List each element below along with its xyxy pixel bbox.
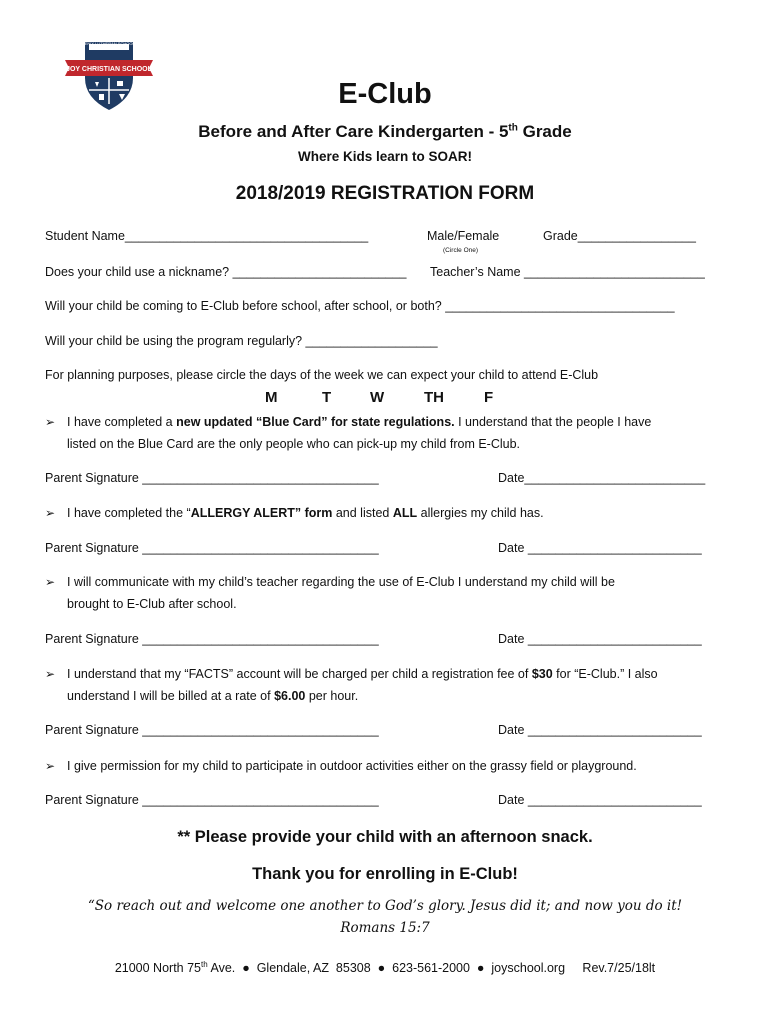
snack-note: ** Please provide your child with an afternoon snack. xyxy=(177,828,593,846)
parent-signature-1[interactable]: Parent Signature __________________________________ xyxy=(45,471,379,485)
bullet-arrow-icon: ➢ xyxy=(45,506,56,520)
regularly-field[interactable]: Will your child be using the program regularly? ___________________ xyxy=(45,334,438,348)
parent-signature-4[interactable]: Parent Signature __________________________________ xyxy=(45,723,379,737)
parent-signature-2[interactable]: Parent Signature __________________________________ xyxy=(45,541,379,555)
page-title: E-Club xyxy=(338,78,432,110)
subtitle xyxy=(0,122,770,142)
bullet-text: allergies my child has. xyxy=(417,506,544,520)
bullet-bold: ALL xyxy=(392,506,418,520)
bullet-text: I will communicate with my child’s teacher regarding the use of E-Club I understand my child will be xyxy=(67,575,615,589)
bullet-text: and listed xyxy=(332,506,393,520)
date-2[interactable]: Date _________________________ xyxy=(498,541,702,555)
bullet-communicate-line2: brought to E-Club after school. xyxy=(67,597,237,611)
logo-top-text: PHOENIX LUTHERAN SCHOOLS xyxy=(76,41,138,46)
bullet-text: I have completed the “ xyxy=(67,506,191,520)
bullet-allergy xyxy=(45,506,544,520)
day-wednesday[interactable]: W xyxy=(370,389,385,406)
day-friday[interactable]: F xyxy=(484,389,494,406)
day-tuesday[interactable]: T xyxy=(322,389,332,406)
bullet-outdoor xyxy=(45,759,637,773)
bullet-text: I understand that the people I have xyxy=(454,415,652,429)
bullet-arrow-icon: ➢ xyxy=(45,759,56,773)
day-thursday[interactable]: TH xyxy=(424,389,444,406)
bullet-text: understand I will be billed at a rate of xyxy=(67,689,275,703)
thank-you: Thank you for enrolling in E-Club! xyxy=(252,865,518,883)
bullet-arrow-icon: ➢ xyxy=(45,575,56,589)
address-sup: th xyxy=(201,960,208,969)
bullet-arrow-icon: ➢ xyxy=(45,415,56,429)
address-rest: Ave. ● Glendale, AZ 85308 ● 623-561-2000 ● joyschool.org Rev.7/25/18lt xyxy=(207,961,656,976)
logo-banner-text: JOY CHRISTIAN SCHOOL xyxy=(66,66,152,73)
nickname-field[interactable]: Does your child use a nickname? _________________________ xyxy=(45,265,407,279)
form-title: 2018/2019 REGISTRATION FORM xyxy=(235,183,535,204)
bullet-blue-card xyxy=(45,415,651,429)
teacher-name-field[interactable]: Teacher’s Name __________________________ xyxy=(430,265,705,279)
parent-signature-5[interactable]: Parent Signature __________________________________ xyxy=(45,793,379,807)
date-5[interactable]: Date _________________________ xyxy=(498,793,702,807)
subtitle-text: Before and After Care Kindergarten - 5 xyxy=(198,122,509,141)
bullet-arrow-icon: ➢ xyxy=(45,667,56,681)
bullet-text: I have completed a xyxy=(67,415,177,429)
before-after-field[interactable]: Will your child be coming to E-Club before school, after school, or both? _________________________________ xyxy=(45,299,675,313)
grade-field[interactable]: Grade_________________ xyxy=(543,229,696,243)
bullet-communicate xyxy=(45,575,615,589)
date-3[interactable]: Date _________________________ xyxy=(498,632,702,646)
bullet-bold: new updated “Blue Card” for state regulations. xyxy=(176,415,455,429)
bullet-bold: $30 xyxy=(531,667,553,681)
parent-signature-3[interactable]: Parent Signature __________________________________ xyxy=(45,632,379,646)
bullet-text: I give permission for my child to participate in outdoor activities either on the grassy field or playground. xyxy=(67,759,637,773)
circle-one-note: (Circle One) xyxy=(443,247,479,254)
student-name-field[interactable]: Student Name___________________________________ xyxy=(45,229,369,243)
bullet-text: for “E-Club.” I also xyxy=(552,667,658,681)
verse: “So reach out and welcome one another to God’s glory. Jesus did it; and now you do it! xyxy=(87,898,683,914)
date-1[interactable]: Date__________________________ xyxy=(498,471,706,485)
day-monday[interactable]: M xyxy=(265,389,278,406)
subtitle-grade: Grade xyxy=(517,122,572,141)
bullet-facts-line2 xyxy=(67,689,358,703)
date-4[interactable]: Date _________________________ xyxy=(498,723,702,737)
footer-address xyxy=(0,960,770,975)
address-text: 21000 North 75 xyxy=(114,961,202,976)
planning-text: For planning purposes, please circle the days of the week we can expect your child to attend E-Club xyxy=(45,368,599,382)
verse-reference: Romans 15:7 xyxy=(340,920,430,936)
bullet-bold: ALLERGY ALERT” form xyxy=(190,506,333,520)
bullet-facts xyxy=(45,667,658,681)
subtitle-sup: th xyxy=(508,122,518,134)
bullet-text: per hour. xyxy=(305,689,359,703)
bullet-text: I understand that my “FACTS” account will be charged per child a registration fee of xyxy=(67,667,532,681)
gender-field[interactable]: Male/Female xyxy=(427,229,500,243)
bullet-bold: $6.00 xyxy=(274,689,306,703)
tagline: Where Kids learn to SOAR! xyxy=(297,149,473,164)
bullet-blue-card-line2: listed on the Blue Card are the only people who can pick-up my child from E-Club. xyxy=(67,437,521,451)
